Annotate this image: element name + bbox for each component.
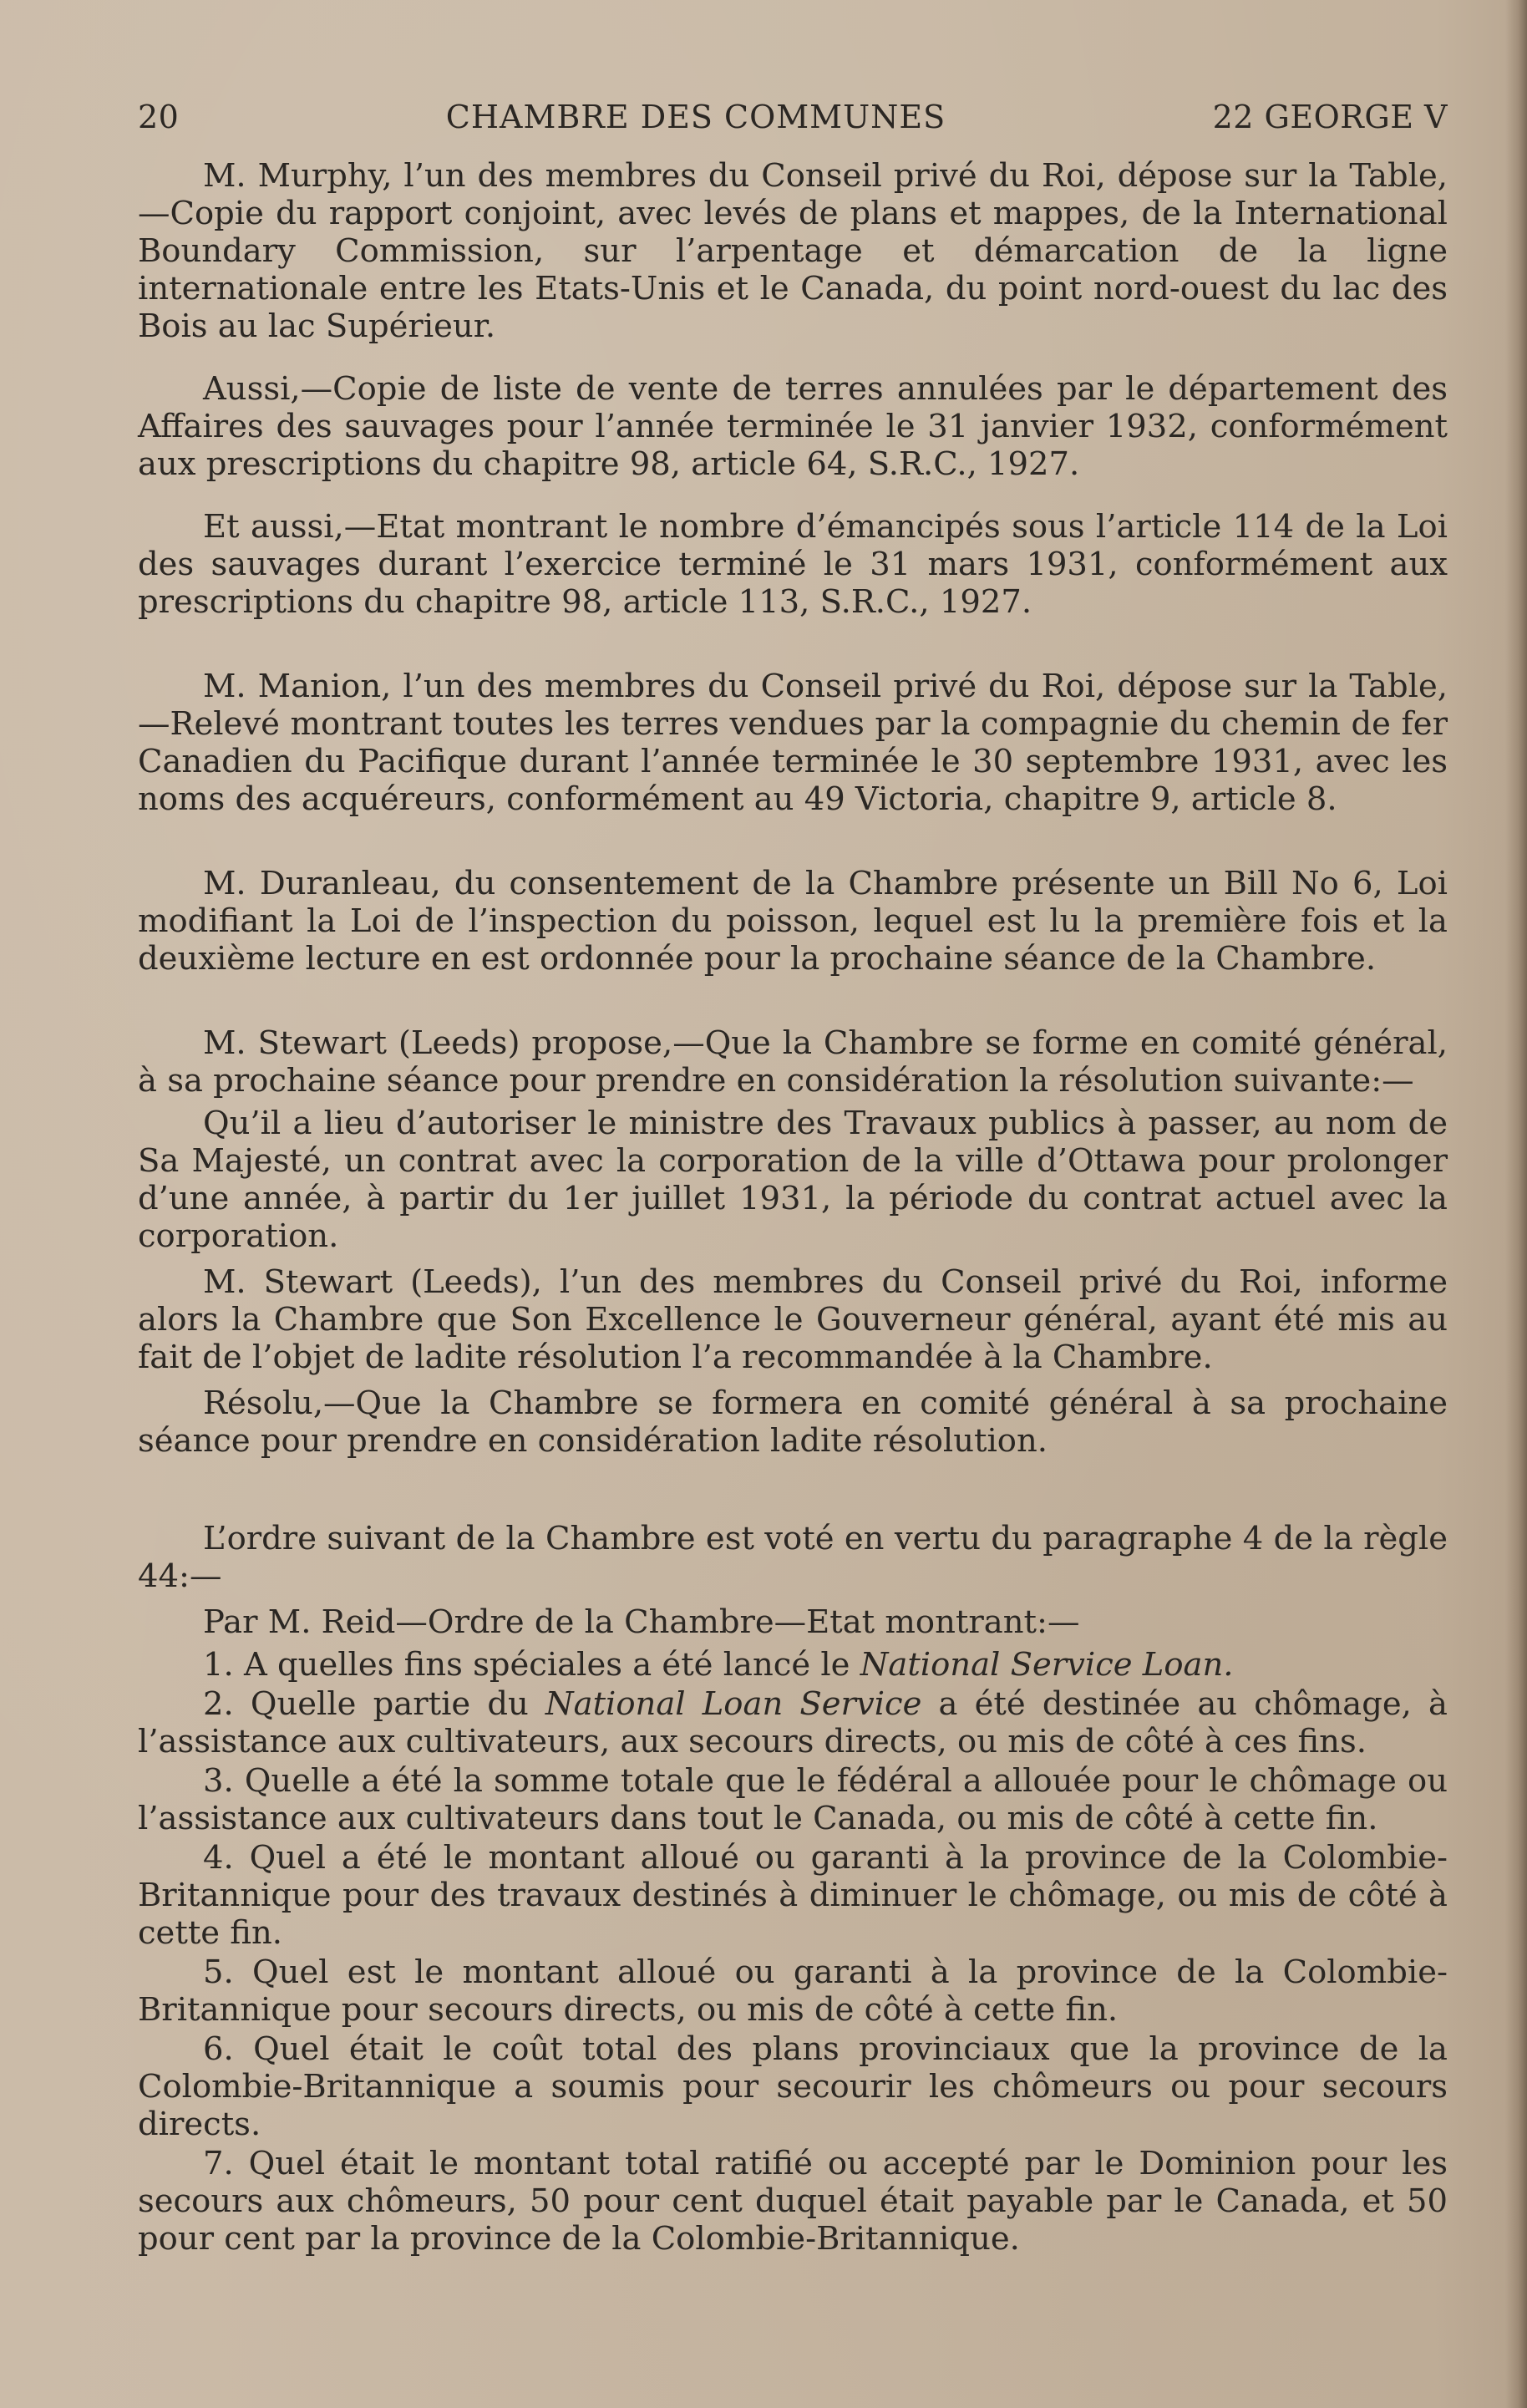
paragraph-resolution-text: Qu’il a lieu d’autoriser le ministre des Travaux publics à passer, au nom de Sa Majesté, un contrat avec la corporation de la ville d’Ottawa pour prolonger d’une année, à partir du 1er juillet 1931, la période du contrat actuel avec la corporation. <box>138 1105 1448 1255</box>
question-1 <box>138 1646 1448 1684</box>
paragraph-duranleau: M. Duranleau, du consentement de la Chambre présente un Bill No 6, Loi modifiant la Loi de l’inspection du poisson, lequel est lu la première fois et la deuxième lecture en est ordonnée pour la prochaine séance de la Chambre. <box>138 865 1448 978</box>
paragraph-ordre: L’ordre suivant de la Chambre est voté en vertu du paragraphe 4 de la règle 44:— <box>138 1520 1448 1595</box>
question-4: 4. Quel a été le montant alloué ou garanti à la province de la Colombie-Britannique pour des travaux destinés à diminuer le chômage, ou mis de côté à cette fin. <box>138 1839 1448 1952</box>
question-5: 5. Quel est le montant alloué ou garanti à la province de la Colombie-Britannique pour secours directs, ou mis de côté à cette fin. <box>138 1953 1448 2029</box>
question-3: 3. Quelle a été la somme totale que le fédéral a allouée pour le chômage ou l’assistance aux cultivateurs dans tout le Canada, ou mis de côté à cette fin. <box>138 1762 1448 1837</box>
paragraph-aussi: Aussi,—Copie de liste de vente de terres annulées par le département des Affaires des sauvages pour l’année terminée le 31 janvier 1932, conformément aux prescriptions du chapitre 98, article 64, S.R.C., 1927. <box>138 370 1448 483</box>
paragraph-stewart-informe: M. Stewart (Leeds), l’un des membres du Conseil privé du Roi, informe alors la Chambre que Son Excellence le Gouverneur général, ayant été mis au fait de l’objet de ladite résolution l’a recommandée à la Chambre. <box>138 1263 1448 1376</box>
paragraph-manion: M. Manion, l’un des membres du Conseil privé du Roi, dépose sur la Table, —Relevé montrant toutes les terres vendues par la compagnie du chemin de fer Canadien du Pacifique durant l’année terminée le 30 septembre 1931, avec les noms des acquéreurs, conformément au 49 Victoria, chapitre 9, article 8. <box>138 668 1448 818</box>
question-6: 6. Quel était le coût total des plans provinciaux que la province de la Colombie-Britannique a soumis pour secourir les chômeurs ou pour secours directs. <box>138 2030 1448 2143</box>
page-content <box>138 99 1448 2258</box>
paragraph-et-aussi: Et aussi,—Etat montrant le nombre d’émancipés sous l’article 114 de la Loi des sauvages durant l’exercice terminé le 31 mars 1931, conformément aux prescriptions du chapitre 98, article 113, S.R.C., 1927. <box>138 508 1448 621</box>
running-header <box>138 99 1448 145</box>
header-regnal-year: 22 GEORGE V <box>1212 99 1448 135</box>
question-2-text-end: a été destinée au chômage, à l’assistance aux cultivateurs, aux secours directs, ou mis de côté à ces fins. <box>138 1685 1448 1760</box>
paragraph-stewart-propose: M. Stewart (Leeds) propose,—Que la Chambre se forme en comité général, à sa prochaine séance pour prendre en considération la résolution suivante:— <box>138 1024 1448 1100</box>
question-2-italic: National Loan Service <box>545 1685 922 1723</box>
question-2-text-start: 2. Quelle partie du <box>203 1685 545 1723</box>
question-1-text: 1. A quelles fins spéciales a été lancé le <box>203 1646 860 1684</box>
paragraph-resolu: Résolu,—Que la Chambre se formera en comité général à sa prochaine séance pour prendre en considération ladite résolution. <box>138 1384 1448 1460</box>
question-1-italic: National Service Loan. <box>860 1646 1234 1684</box>
question-2 <box>138 1685 1448 1760</box>
paragraph-murphy: M. Murphy, l’un des membres du Conseil privé du Roi, dépose sur la Table, —Copie du rapport conjoint, avec levés de plans et mappes, de la International Boundary Commission, sur l’arpentage et démarcation de la ligne internationale entre les Etats-Unis et le Canada, du point nord-ouest du lac des Bois au lac Supérieur. <box>138 157 1448 345</box>
paragraph-par-reid: Par M. Reid—Ordre de la Chambre—Etat montrant:— <box>203 1603 1080 1641</box>
page-number: 20 <box>138 99 180 135</box>
question-7: 7. Quel était le montant total ratifié ou accepté par le Dominion pour les secours aux chômeurs, 50 pour cent duquel était payable par le Canada, et 50 pour cent par la province de la Colombie-Britannique. <box>138 2145 1448 2258</box>
header-title: CHAMBRE DES COMMUNES <box>445 99 946 135</box>
page-edge-shadow <box>1505 0 1527 2408</box>
